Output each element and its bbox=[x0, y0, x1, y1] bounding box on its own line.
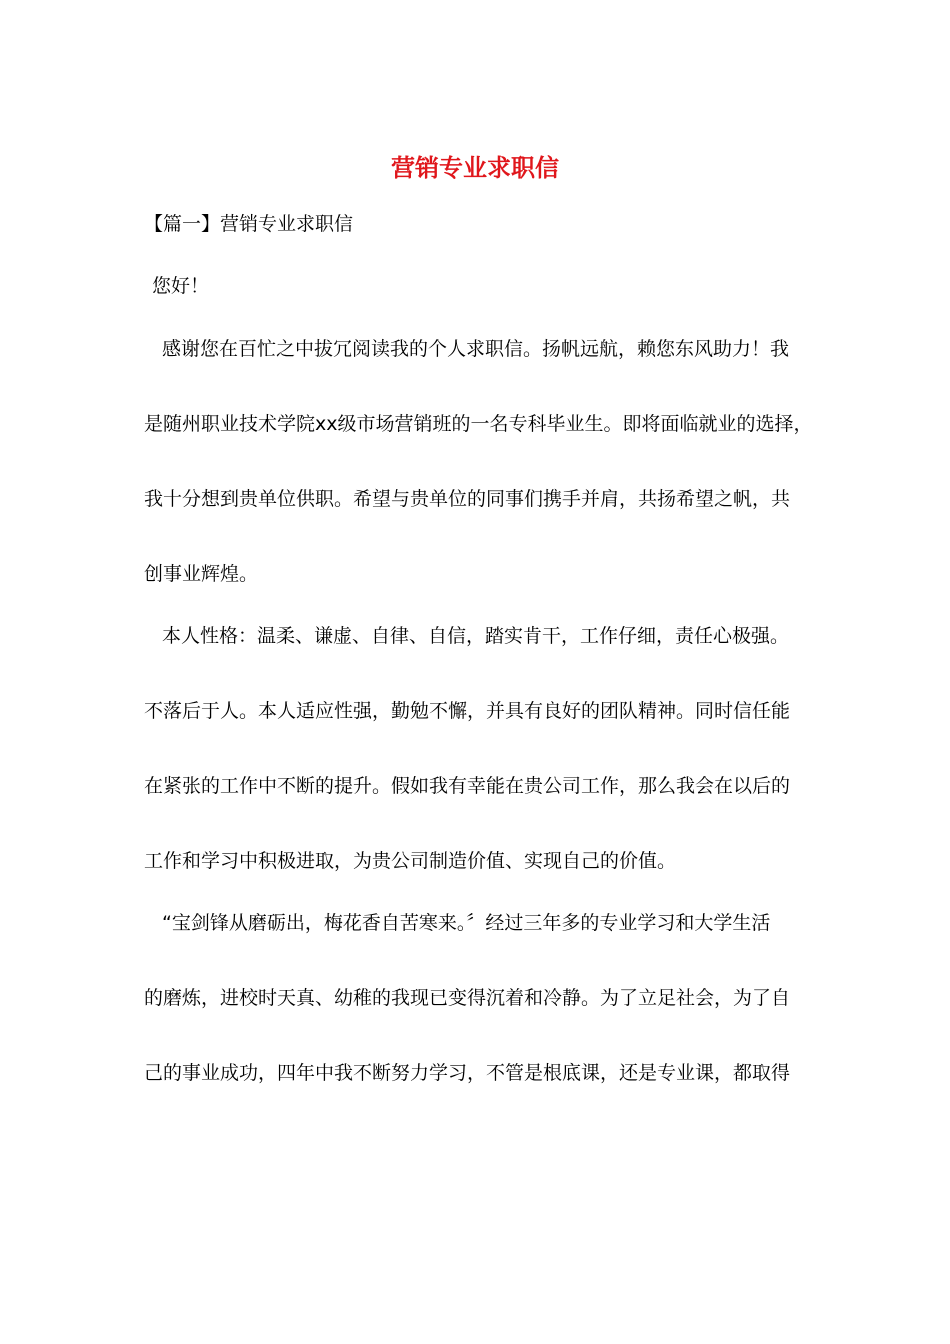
body-line: 我十分想到贵单位供职。希望与贵单位的同事们携手并肩，共扬希望之帆，共 bbox=[144, 488, 791, 510]
body-line: 工作和学习中积极进取，为贵公司制造价值、实现自己的价值。 bbox=[144, 850, 677, 872]
body-line: 己的事业成功，四年中我不断努力学习，不管是根底课，还是专业课，都取得 bbox=[144, 1062, 791, 1084]
body-line: “宝剑锋从磨砺出，梅花香自苦寒来。〞经过三年多的专业学习和大学生活 bbox=[162, 912, 771, 934]
section-heading: 【篇一】营销专业求职信 bbox=[144, 213, 354, 235]
body-line: 不落后于人。本人适应性强，勤勉不懈，并具有良好的团队精神。同时信任能 bbox=[144, 700, 791, 722]
salutation: 您好！ bbox=[152, 275, 210, 297]
body-line: 是随州职业技术学院xx级市场营销班的一名专科毕业生。即将面临就业的选择， bbox=[144, 413, 813, 435]
body-line: 创事业辉煌。 bbox=[144, 563, 259, 585]
body-line: 在紧张的工作中不断的提升。假如我有幸能在贵公司工作，那么我会在以后的 bbox=[144, 775, 791, 797]
body-line: 本人性格：温柔、谦虚、自律、自信，踏实肯干，工作仔细，责任心极强。 bbox=[162, 625, 790, 647]
body-line: 的磨炼，进校时天真、幼稚的我现已变得沉着和冷静。为了立足社会，为了自 bbox=[144, 987, 791, 1009]
document-title: 营销专业求职信 bbox=[391, 153, 559, 182]
body-line: 感谢您在百忙之中拔冗阅读我的个人求职信。扬帆远航，赖您东风助力！我 bbox=[162, 338, 790, 360]
